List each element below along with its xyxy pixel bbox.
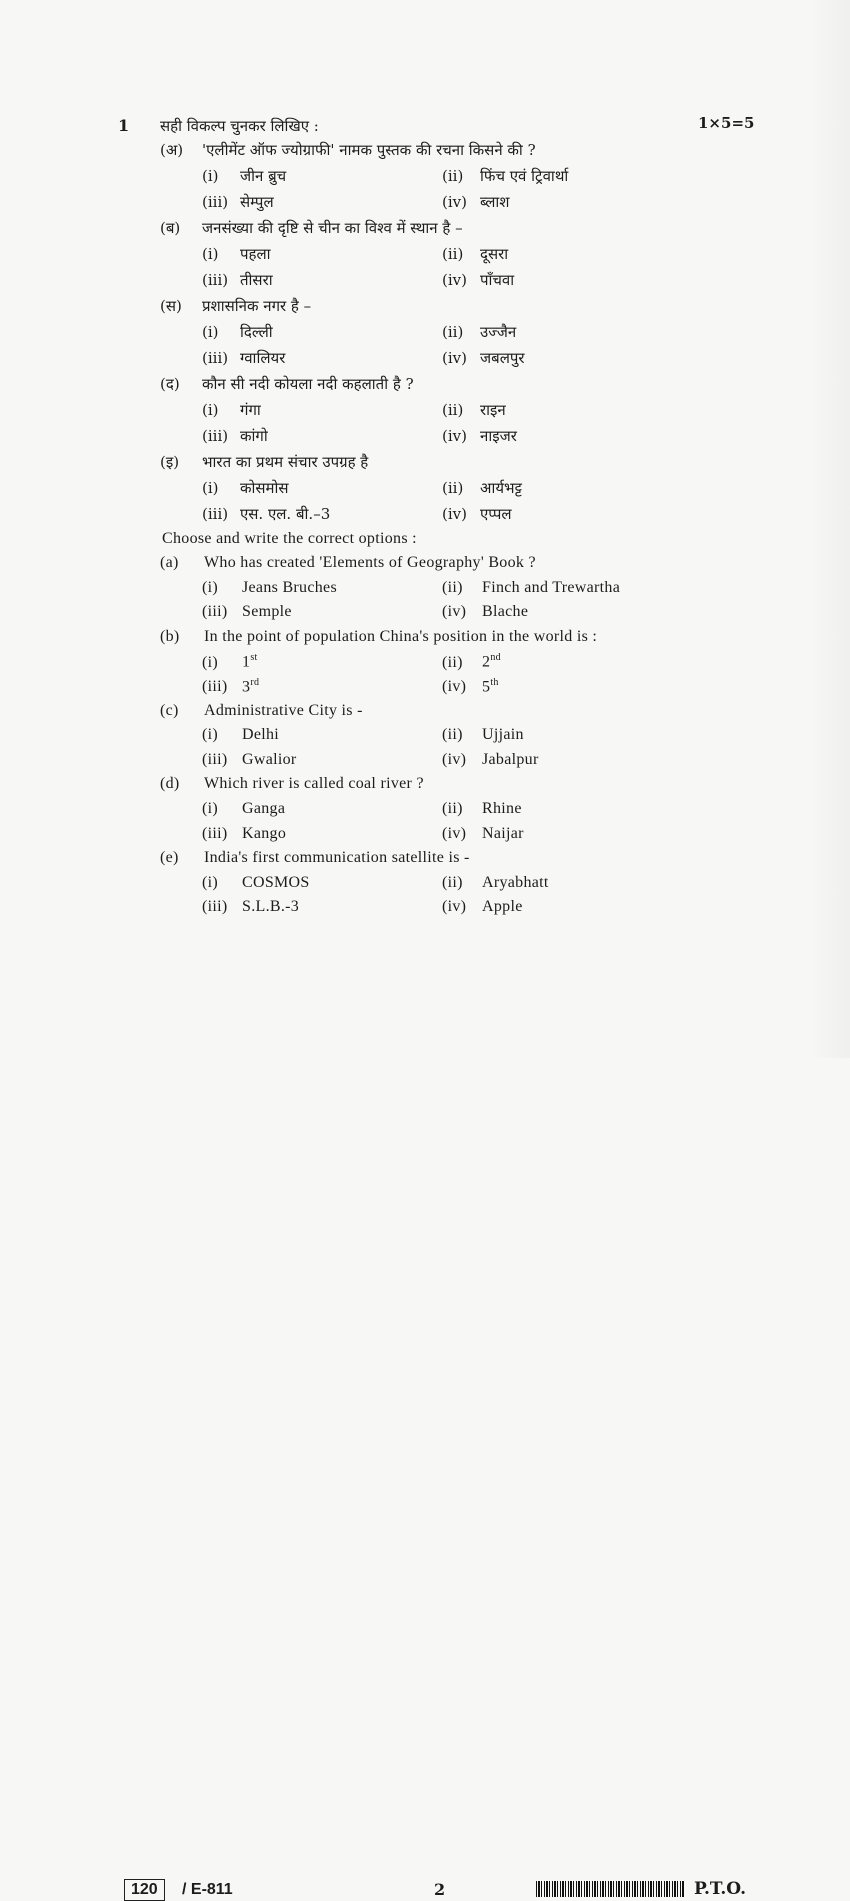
option-text: ग्वालियर [240, 349, 286, 367]
option-number: (i) [202, 800, 219, 817]
option-text: Jeans Bruches [242, 578, 337, 596]
option-number: (ii) [442, 401, 464, 419]
option-superscript: nd [490, 652, 501, 664]
option-text: कोसमोस [240, 479, 289, 497]
option-number: (iii) [202, 271, 229, 289]
option-text: Blache [482, 603, 529, 621]
option-number: (ii) [442, 245, 464, 263]
option-number: (iii) [202, 505, 229, 523]
option-number: (ii) [442, 323, 464, 341]
option [202, 504, 330, 524]
option-text: Rhine [482, 800, 522, 817]
question-text: India's first communication satellite is - [204, 849, 470, 867]
option [442, 270, 514, 290]
option-number: (i) [202, 653, 219, 671]
option-row [160, 898, 720, 924]
question-text: In the point of population China's position in the world is : [204, 627, 598, 645]
option-number: (iii) [202, 898, 228, 916]
option-text: जीन ब्रुच [240, 167, 287, 185]
option-text: फिंच एवं ट्रिवार्था [480, 167, 569, 185]
option [202, 579, 337, 597]
option-row [160, 322, 720, 348]
option [442, 504, 512, 524]
option-text: तीसरा [240, 271, 273, 289]
option-row [160, 504, 720, 530]
option-text: गंगा [240, 401, 261, 419]
option-number: (iii) [202, 824, 228, 842]
option-row [160, 478, 720, 504]
option-number: (iv) [442, 603, 467, 621]
option-text: एस. एल. बी.–3 [240, 505, 331, 523]
option [202, 192, 274, 212]
option [442, 825, 524, 843]
option-number: (iv) [442, 271, 467, 289]
option [202, 244, 271, 264]
option-number: (iv) [442, 427, 467, 445]
option-number: (ii) [442, 653, 463, 671]
option [442, 800, 522, 818]
option [442, 244, 508, 264]
option-number: (i) [202, 167, 219, 185]
option-number: (iv) [442, 750, 467, 768]
option-number: (iii) [202, 349, 229, 367]
question-text: Who has created 'Elements of Geography' Book ? [204, 554, 536, 571]
option [202, 825, 286, 843]
question-label: (इ) [160, 453, 180, 471]
question-number: 1 [118, 116, 130, 135]
option-number: (iii) [202, 678, 228, 696]
option-number: (ii) [442, 873, 463, 891]
question-label: (स) [160, 297, 182, 315]
question-item [160, 628, 720, 654]
option-text: 5 [482, 678, 491, 696]
option-row [160, 677, 720, 703]
footer [0, 938, 850, 1899]
option-number: (i) [202, 245, 219, 263]
option-number: (iv) [442, 349, 467, 367]
question-text: 'एलीमेंट ऑफ ज्योग्राफी' नामक पुस्तक की रचना किसने की ? [202, 141, 536, 159]
option-text: Gwalior [242, 750, 297, 768]
barcode-image [536, 1881, 684, 1897]
option-text: Delhi [242, 726, 280, 744]
question-text: Administrative City is - [204, 701, 363, 719]
option-text: एप्पल [480, 505, 512, 523]
option [442, 166, 568, 186]
option-text: Aryabhatt [482, 873, 549, 891]
option-number: (iii) [202, 193, 229, 211]
question-item [160, 218, 720, 244]
option [202, 677, 259, 696]
option-row [160, 166, 720, 192]
option-number: (i) [202, 479, 219, 497]
question-text: कौन सी नदी कोयला नदी कहलाती है ? [202, 375, 414, 393]
option [202, 270, 273, 290]
option-text: Naijar [482, 824, 524, 842]
marks: 1×5=5 [698, 114, 755, 132]
option-text: आर्यभट्ट [480, 479, 522, 497]
option-superscript: th [490, 677, 499, 688]
option-text: COSMOS [242, 873, 310, 891]
option-text: दिल्ली [240, 323, 273, 341]
option-text: सेम्पुल [240, 193, 274, 211]
option-number: (iv) [442, 824, 467, 842]
question-label: (b) [160, 627, 180, 645]
question-item [160, 702, 720, 728]
option [442, 426, 517, 446]
option [202, 652, 258, 671]
pto-label: P.T.O. [694, 1879, 746, 1899]
question-item [160, 374, 720, 400]
question-label: (c) [160, 701, 179, 719]
option-text: Apple [482, 898, 523, 916]
option [202, 478, 289, 498]
option [442, 898, 523, 916]
option [442, 726, 524, 744]
option-row [160, 400, 720, 426]
option [442, 652, 501, 671]
page-edge-shadow [810, 0, 850, 1058]
hindi-instruction: सही विकल्प चुनकर लिखिए : [160, 117, 319, 135]
option-text: कांगो [240, 427, 268, 445]
option-number: (iv) [442, 505, 467, 523]
question-text: प्रशासनिक नगर है – [202, 297, 312, 315]
question-label: (ब) [160, 219, 181, 237]
page-number: 2 [434, 1880, 446, 1899]
question-text: भारत का प्रथम संचार उपग्रह है [202, 453, 369, 471]
option-row [160, 652, 720, 678]
option-text: जबलपुर [480, 349, 525, 367]
option-text: नाइजर [480, 427, 517, 445]
option-row [160, 874, 720, 900]
option-number: (i) [202, 401, 219, 419]
question-label: (द) [160, 375, 180, 393]
option-row [160, 800, 720, 826]
option [442, 192, 509, 212]
option-text: राइन [480, 401, 506, 419]
option [442, 322, 516, 342]
option-text: दूसरा [480, 245, 509, 263]
question-label: (अ) [160, 141, 184, 159]
option [442, 874, 549, 892]
option-text: 3 [242, 678, 251, 696]
option-text: Ganga [242, 800, 286, 817]
option-number: (iii) [202, 603, 228, 621]
question-item [160, 296, 720, 322]
option-number: (i) [202, 323, 219, 341]
option-text: Jabalpur [482, 750, 539, 768]
option-row [160, 192, 720, 218]
option-superscript: st [250, 652, 258, 664]
option-number: (i) [202, 578, 219, 596]
option-text: 2 [482, 653, 491, 671]
english-instruction: Choose and write the correct options : [162, 530, 417, 547]
option [202, 348, 285, 368]
option [202, 322, 273, 342]
question-label: (d) [160, 775, 180, 793]
option [442, 751, 539, 769]
question-item [160, 452, 720, 478]
option-text: पाँचवा [480, 271, 515, 289]
option-text: 1 [242, 653, 251, 671]
option-number: (ii) [442, 479, 464, 497]
option-text: S.L.B.-3 [242, 898, 300, 916]
option-superscript: rd [250, 677, 260, 688]
option-row [160, 603, 720, 629]
option-number: (ii) [442, 167, 464, 185]
option-row [160, 348, 720, 374]
option-row [160, 751, 720, 777]
option-row [160, 825, 720, 851]
option [202, 166, 286, 186]
option [202, 426, 268, 446]
option-number: (i) [202, 873, 219, 891]
option-row [160, 244, 720, 270]
question-item [160, 849, 720, 875]
option-text: पहला [240, 245, 271, 263]
option [202, 800, 285, 818]
option-row [160, 726, 720, 752]
option-text: उज्जैन [480, 323, 517, 341]
paper-code: / E-811 [182, 1881, 233, 1898]
option-number: (iv) [442, 898, 467, 916]
option-number: (i) [202, 726, 219, 744]
question-label: (e) [160, 849, 179, 867]
option-text: Kango [242, 824, 287, 842]
option-text: Ujjain [482, 726, 524, 744]
question-text: जनसंख्या की दृष्टि से चीन का विश्व में स्थान है – [202, 219, 463, 237]
option [442, 677, 499, 696]
question-label: (a) [160, 554, 179, 571]
question-item [160, 554, 720, 580]
option [442, 603, 528, 621]
option [202, 751, 297, 769]
question-text: Which river is called coal river ? [204, 775, 424, 793]
option [442, 348, 525, 368]
option-text: Semple [242, 603, 292, 621]
option [202, 400, 261, 420]
option-number: (ii) [442, 726, 463, 744]
option-number: (ii) [442, 578, 463, 596]
option [202, 898, 299, 916]
option [442, 478, 522, 498]
option-row [160, 426, 720, 452]
option-text: Finch and Trewartha [482, 578, 621, 596]
option [202, 603, 292, 621]
paper-code-box: 120 [124, 1879, 165, 1901]
option-row [160, 579, 720, 605]
option [202, 874, 310, 892]
option-number: (iii) [202, 427, 229, 445]
option-number: (ii) [442, 800, 463, 817]
option [202, 726, 279, 744]
option-number: (iii) [202, 750, 228, 768]
question-item [160, 140, 720, 166]
option-number: (iv) [442, 193, 467, 211]
option-number: (iv) [442, 678, 467, 696]
option-text: ब्लाश [480, 193, 510, 211]
option [442, 579, 620, 597]
option [442, 400, 506, 420]
option-row [160, 270, 720, 296]
question-item [160, 775, 720, 801]
